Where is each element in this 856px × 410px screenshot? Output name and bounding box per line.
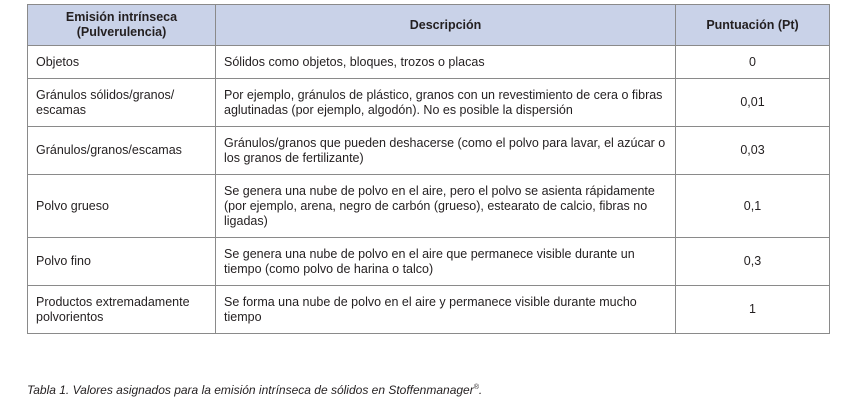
header-emission-line1: Emisión intrínseca [65,10,178,24]
scoring-table [27,4,830,334]
table-row [28,238,830,286]
category-cell: Productos extremadamente polvorientos [28,286,216,334]
description-cell: Se forma una nube de polvo en el aire y permanece visible durante mucho tiempo [216,286,676,334]
score-cell: 0,03 [676,127,830,175]
header-score: Puntuación (Pt) [676,5,830,46]
score-cell: 0,3 [676,238,830,286]
caption-period: . [478,383,483,397]
category-cell: Polvo grueso [28,175,216,238]
category-cell: Polvo fino [28,238,216,286]
score-cell: 0,1 [676,175,830,238]
table-row [28,79,830,127]
description-cell: Sólidos como objetos, bloques, trozos o placas [216,46,676,79]
description-cell: Se genera una nube de polvo en el aire que permanece visible durante un tiempo (como polvo de harina o talco) [216,238,676,286]
category-cell: Objetos [28,46,216,79]
table-row [28,175,830,238]
score-cell: 0,01 [676,79,830,127]
header-row [28,5,830,46]
header-description: Descripción [216,5,676,46]
category-cell: Gránulos sólidos/granos/ escamas [28,79,216,127]
table-caption [27,383,482,397]
table-row [28,46,830,79]
header-emission-line2: (Pulverulencia) [76,25,167,39]
category-cell: Gránulos/granos/escamas [28,127,216,175]
description-cell: Por ejemplo, gránulos de plástico, granos con un revestimiento de cera o fibras aglutinadas (por ejemplo, algodón). No es posible la dispersión [216,79,676,127]
score-cell: 0 [676,46,830,79]
table-row [28,286,830,334]
description-cell: Se genera una nube de polvo en el aire, pero el polvo se asienta rápidamente (por ejemplo, arena, negro de carbón (grueso), estearato de calcio, fibras no ligadas) [216,175,676,238]
registered-trademark: ® [473,384,479,391]
caption-text: Tabla 1. Valores asignados para la emisión intrínseca de sólidos en Stoffenmanager [27,383,474,397]
score-cell: 1 [676,286,830,334]
table-row [28,127,830,175]
description-cell: Gránulos/granos que pueden deshacerse (como el polvo para lavar, el azúcar o los granos de fertilizante) [216,127,676,175]
header-emission [28,5,216,46]
